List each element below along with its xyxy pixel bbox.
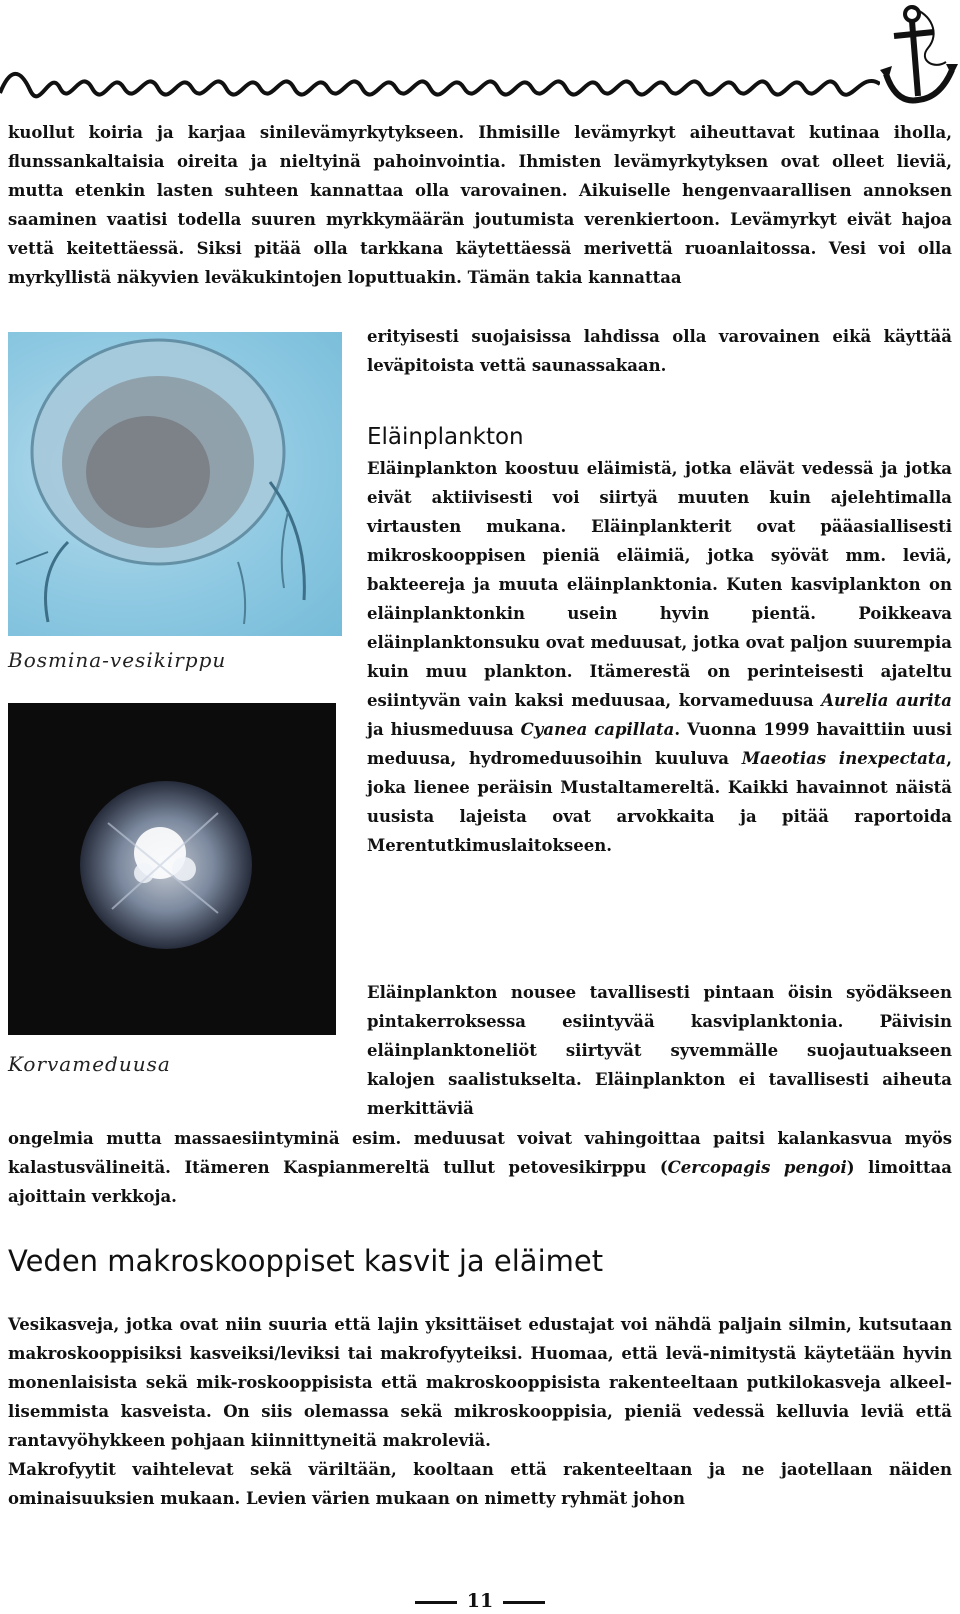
species-name: Maeotias inexpectata	[741, 749, 947, 768]
text-run: . Vuonna 1999 havaittiin uusi meduusa, hydromeduusoihin kuuluva	[367, 720, 952, 768]
bosmina-caption: Bosmina-vesikirppu	[8, 648, 227, 672]
anchor-icon	[872, 0, 960, 112]
page-number-dash-right	[503, 1601, 545, 1604]
text-run: ) limoittaa ajoittain verkkoja.	[8, 1158, 952, 1206]
wave-header-ornament	[0, 58, 880, 108]
elainplankton-paragraph-1	[367, 454, 952, 860]
text-run: ja hiusmeduusa	[367, 720, 514, 739]
species-name: Cyanea capillata	[520, 720, 675, 739]
veden-paragraph-2: Makrofyytit vaihtelevat sekä väriltään, kooltaan että rakenteeltaan ja ne jaotellaan näiden ominaisuuksien mukaan. Levien värien mukaan on nimetty ryhmät johon	[8, 1460, 952, 1508]
page-number-value: 11	[466, 1590, 494, 1612]
text-run: , joka lienee peräisin Mustaltamereltä. Kaikki havainnot näistä uusista lajeista ovat arvokkaita ja pitää raportoida Merentutkimuslaitokseen.	[367, 749, 952, 855]
elainplankton-paragraph-2: Eläinplankton nousee tavallisesti pintaan öisin syödäkseen pintakerroksessa esiintyvää kasviplanktonia. Päivisin eläinplanktoneliöt siirtyvät syvemmälle suojautuakseen kalojen saalistukselta. Eläinplankton ei tavallisesti aiheuta merkittäviä	[367, 983, 952, 1118]
jellyfish-caption: Korvameduusa	[8, 1052, 171, 1076]
species-name: Aurelia aurita	[821, 691, 952, 710]
veden-paragraph-1: Vesikasveja, jotka ovat niin suuria että lajin yksittäiset edustajat voi nähdä paljain silmin, kutsutaan makroskooppisiksi kasveiksi/leviksi tai makrofyyteiksi. Huomaa, että levä-nimitystä käytetään hyvin monenlaisista sekä mik-roskooppisista että makroskooppisista rakenteeltaan putkilokasveja alkeel-lisemmista kasveista. On siis olemassa sekä mikroskooppisia, pieniä vedessä kelluvia leviä että rantavyöhykkeen pohjaan kiinnittyneitä makroleviä.	[8, 1315, 952, 1450]
text-run: Eläinplankton koostuu eläimistä, jotka elävät vedessä ja jotka eivät aktiivisesti voi siirtyä muuten kuin ajelehtimalla virtausten mukana. Eläinplankterit ovat pääasiallisesti mikroskooppisen pieniä eläimiä, jotka syövät mm. leviä, bakteereja ja muuta eläinplanktonia. Kuten kasviplankton on eläinplanktonkin usein hyvin pientä. Poikkeava eläinplanktonsuku ovat meduusat, jotka ovat paljon suurempia kuin muu plankton. Itämerestä on perinteisesti ajateltu esiintyvän vain kaksi meduusaa, korvameduusa	[367, 459, 952, 710]
jellyfish-photo	[8, 703, 336, 1035]
intro-paragraph-continued: erityisesti suojaisissa lahdissa olla varovainen eikä käyttää leväpitoista vettä saunassakaan.	[367, 327, 952, 375]
section-heading-elainplankton: Eläinplankton	[367, 424, 524, 450]
elainplankton-paragraph-2-continued	[8, 1124, 952, 1211]
veden-text	[8, 1310, 952, 1513]
section-heading-veden: Veden makroskooppiset kasvit ja eläimet	[8, 1244, 604, 1278]
text-run: ongelmia mutta massaesiintyminä esim. meduusat voivat vahingoittaa paitsi kalankasvua myös kalastusvälineitä. Itämeren Kaspianmereltä tullut petovesikirppu (	[8, 1129, 952, 1177]
species-name: Cercopagis pengoi	[667, 1158, 847, 1177]
page-number-dash-left	[415, 1601, 457, 1604]
intro-paragraph: kuollut koiria ja karjaa sinilevämyrkytykseen. Ihmisille levämyrkyt aiheuttavat kutinaa iholla, flunssankaltaisia oireita ja nieltyinä pahoinvointia. Ihmisten levämyrkytyksen ovat olleet lieviä, mutta etenkin lasten suhteen kannattaa olla varovainen. Aikuiselle hengenvaarallisen annoksen saaminen vaatisi todella suuren myrkkymäärän joutumista verenkiertoon. Levämyrkyt eivät hajoa vettä keitettäessä. Siksi pitää olla tarkkana käytettäessä merivettä ruoanlaitossa. Vesi voi olla myrkyllistä näkyvien leväkukintojen loputtuakin. Tämän takia kannattaa	[8, 123, 952, 287]
bosmina-photo	[8, 332, 342, 636]
page-number	[0, 1590, 960, 1612]
